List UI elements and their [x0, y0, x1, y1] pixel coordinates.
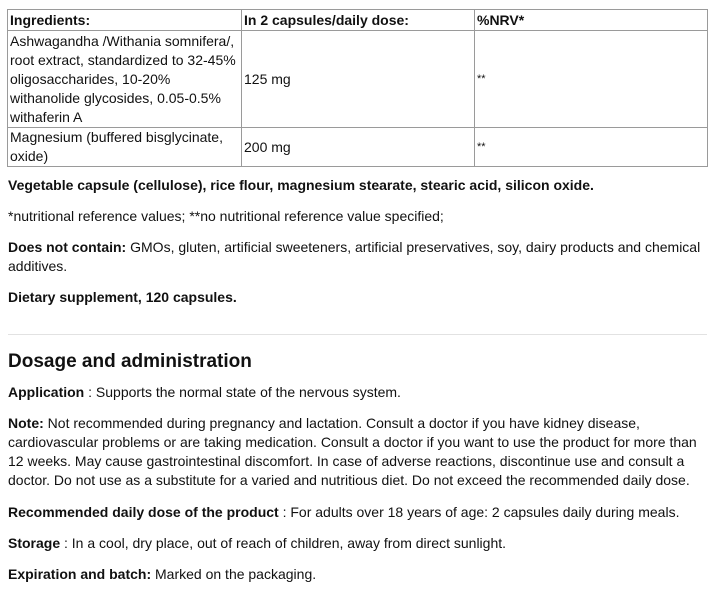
table-row: [8, 128, 708, 167]
recommended-dose-text: : For adults over 18 years of age: 2 capsules daily during meals.: [278, 504, 680, 520]
recommended-dose-label: Recommended daily dose of the product: [8, 504, 279, 520]
ingredients-table: [7, 9, 708, 167]
expiration-text: Marked on the packaging.: [151, 566, 317, 582]
ingredient-cell: Ashwagandha /Withania somnifera/, root extract, standardized to 32-45% oligosaccharides, 10-20% withanolide glycosides, 0.05-0.5% withaferin A: [8, 31, 242, 128]
expiration-label: Expiration and batch:: [8, 566, 152, 582]
dose-cell: 125 mg: [242, 31, 475, 128]
dosage-heading: Dosage and administration: [8, 351, 252, 372]
storage-label: Storage: [8, 535, 61, 551]
supplement-info: Dietary supplement, 120 capsules.: [8, 289, 237, 305]
nrv-cell: **: [475, 128, 708, 167]
column-header-nrv: %NRV*: [475, 10, 708, 31]
note-paragraph: [8, 414, 708, 490]
section-divider: [8, 334, 707, 335]
column-header-dose: In 2 capsules/daily dose:: [242, 10, 475, 31]
application-label: Application: [8, 384, 85, 400]
application-text: : Supports the normal state of the nervous system.: [84, 384, 401, 400]
table-header-row: [8, 10, 708, 31]
nrv-cell: **: [475, 31, 708, 128]
expiration-line: [8, 565, 708, 584]
recommended-dose-line: [8, 503, 708, 522]
storage-line: [8, 534, 708, 553]
column-header-ingredients: Ingredients:: [8, 10, 242, 31]
dose-cell: 200 mg: [242, 128, 475, 167]
note-label: Note:: [8, 415, 44, 431]
other-ingredients: Vegetable capsule (cellulose), rice flour, magnesium stearate, stearic acid, silicon oxide.: [8, 177, 594, 193]
does-not-contain-label: Does not contain:: [8, 239, 127, 255]
ingredient-cell: Magnesium (buffered bisglycinate, oxide): [8, 128, 242, 167]
application-line: [8, 383, 708, 402]
storage-text: : In a cool, dry place, out of reach of children, away from direct sunlight.: [60, 535, 507, 551]
table-row: [8, 31, 708, 128]
nrv-note: *nutritional reference values; **no nutritional reference value specified;: [8, 208, 444, 224]
does-not-contain: [8, 238, 708, 276]
does-not-contain-text: GMOs, gluten, artificial sweeteners, artificial preservatives, soy, dairy products and chemical additives.: [8, 239, 701, 274]
note-text: Not recommended during pregnancy and lactation. Consult a doctor if you have kidney disease, cardiovascular problems or are taking medication. Consult a doctor if you want to use the product for more than 12 weeks. May cause gastrointestinal discomfort. In case of adverse reactions, discontinue use and consult a doctor. Do not use as a substitute for a varied and nutritious diet. Do not exceed the recommended daily dose.: [8, 415, 697, 488]
